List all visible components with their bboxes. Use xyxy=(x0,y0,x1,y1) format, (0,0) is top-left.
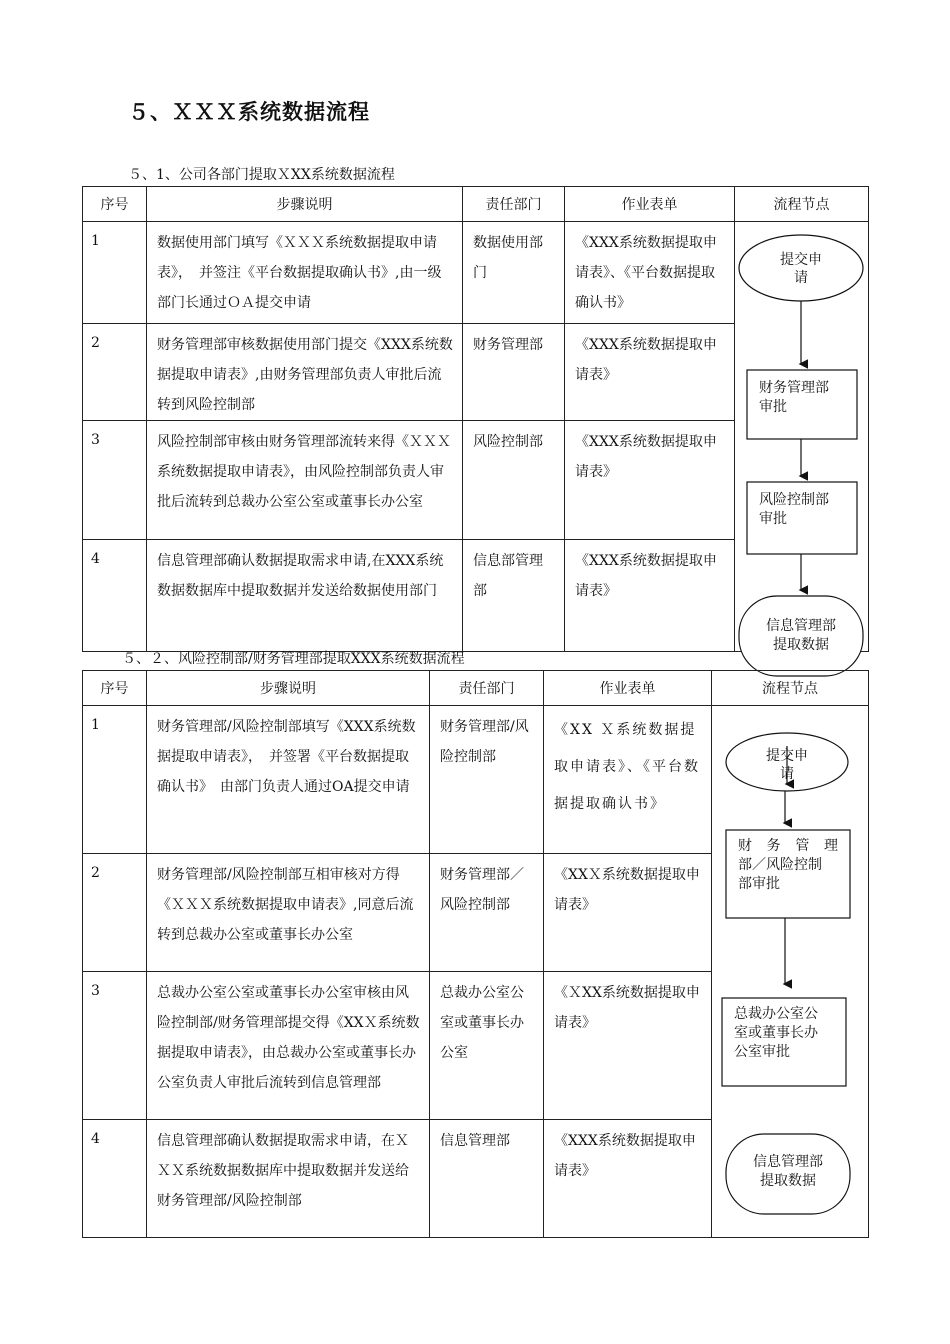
section2-table xyxy=(82,670,869,1238)
step-description: 信息管理部确认数据提取需求申请,在XXX系统数据数据库中提取数据并发送给数据使用部门 xyxy=(157,553,444,599)
node-finance-risk-label-1: 财务管理 xyxy=(738,838,838,854)
node-submit-label-2: 请 xyxy=(780,766,794,782)
node-finance-label-2: 审批 xyxy=(759,399,787,415)
step-description: 信息管理部确认数据提取需求申请，在ＸＸＸ系统数据数据库中提取数据并发送给财务管理部/风险控制部 xyxy=(157,1133,409,1209)
step-description: 财务管理部/风险控制部填写《XXX系统数据提取申请表》， 并签署《平台数据提取确认书》 由部门负责人通过OA提交申请 xyxy=(157,719,416,795)
flow-node-column xyxy=(735,222,869,652)
header-node: 流程节点 xyxy=(712,671,869,706)
header-no: 序号 xyxy=(83,671,147,706)
responsible-dept: 数据使用部门 xyxy=(473,235,543,281)
table-header-row xyxy=(83,671,869,706)
step-description: 财务管理部审核数据使用部门提交《XXX系统数据提取申请表》,由财务管理部负责人审批后流转到风险控制部 xyxy=(157,337,453,413)
node-president-label-3: 公室审批 xyxy=(734,1044,790,1060)
node-submit xyxy=(739,235,863,301)
row-number: 1 xyxy=(91,233,100,249)
table-header-row xyxy=(83,187,869,222)
responsible-dept: 信息管理部 xyxy=(440,1133,510,1149)
responsible-dept: 财务管理部/风险控制部 xyxy=(440,719,529,765)
responsible-dept: 信息部管理部 xyxy=(473,553,543,599)
page-title: ５、ＸＸＸ系统数据流程 xyxy=(128,100,370,124)
responsible-dept: 风险控制部 xyxy=(473,434,543,450)
step-description: 风险控制部审核由财务管理部流转来得《ＸＸＸ系统数据提取申请表》，由风险控制部负责人审批后流转到总裁办公室公室或董事长办公室 xyxy=(157,434,451,510)
node-info-label-1: 信息管理部 xyxy=(753,1154,823,1170)
header-dept: 责任部门 xyxy=(463,187,565,222)
node-submit-label-2: 请 xyxy=(794,270,808,286)
flowchart xyxy=(735,222,869,653)
step-description: 总裁办公室公室或董事长办公室审核由风险控制部/财务管理部提交得《XXＸ系统数据提取申请表》，由总裁办公室或董事长办公室负责人审批后流转到信息管理部 xyxy=(157,985,420,1091)
node-info-label-2: 提取数据 xyxy=(760,1173,816,1189)
flow-node-column xyxy=(712,706,869,1238)
form-name: 《XXX系统数据提取申请表》、《平台数据提取确认书》 xyxy=(575,235,717,311)
node-submit-label-1: 提交申 xyxy=(780,252,822,268)
node-info-extract xyxy=(739,596,863,676)
flowchart xyxy=(712,706,869,1236)
form-name: 《XX Ｘ系统数据提取申请表》、《平台数据提取确认书》 xyxy=(554,722,700,812)
section1-table xyxy=(82,186,869,652)
form-name: 《XXX系统数据提取申请表》 xyxy=(554,1133,696,1179)
section2-heading: ５、２、风险控制部/财务管理部提取XXX系统数据流程 xyxy=(122,651,465,667)
header-form: 作业表单 xyxy=(565,187,735,222)
table-row xyxy=(83,706,869,854)
row-number: 1 xyxy=(91,717,100,733)
section1-heading: ５、1、公司各部门提取ＸXX系统数据流程 xyxy=(128,167,395,183)
form-name: 《XXX系统数据提取申请表》 xyxy=(575,434,717,480)
form-name: 《XXX系统数据提取申请表》 xyxy=(575,553,717,599)
responsible-dept: 总裁办公室公室或董事长办公室 xyxy=(440,985,524,1061)
header-node: 流程节点 xyxy=(735,187,869,222)
header-step: 步骤说明 xyxy=(147,671,430,706)
node-risk-label-1: 风险控制部 xyxy=(759,492,829,508)
row-number: 2 xyxy=(91,335,100,351)
node-finance-label-1: 财务管理部 xyxy=(759,380,829,396)
header-no: 序号 xyxy=(83,187,147,222)
header-form: 作业表单 xyxy=(544,671,712,706)
responsible-dept: 财务管理部 xyxy=(473,337,543,353)
node-info-label-2: 提取数据 xyxy=(773,637,829,653)
row-number: 3 xyxy=(91,432,100,448)
node-submit-label-1: 提交申 xyxy=(766,748,808,764)
header-step: 步骤说明 xyxy=(147,187,463,222)
node-president-label-1: 总裁办公室公 xyxy=(734,1006,818,1022)
node-finance-risk-label-2: 部／风险控制 xyxy=(738,857,822,873)
row-number: 4 xyxy=(91,1131,100,1147)
node-finance-risk-label-3: 部审批 xyxy=(738,876,780,892)
row-number: 3 xyxy=(91,983,100,999)
step-description: 财务管理部/风险控制部互相审核对方得《ＸＸＸ系统数据提取申请表》,同意后流转到总裁办公室或董事长办公室 xyxy=(157,867,414,943)
responsible-dept: 财务管理部／风险控制部 xyxy=(440,867,524,913)
form-name: 《XXX系统数据提取申请表》 xyxy=(575,337,717,383)
row-number: 4 xyxy=(91,551,100,567)
header-dept: 责任部门 xyxy=(430,671,544,706)
step-description: 数据使用部门填写《ＸＸＸ系统数据提取申请表》， 并签注《平台数据提取确认书》,由一级部门长通过ＯＡ提交申请 xyxy=(157,235,442,311)
row-number: 2 xyxy=(91,865,100,881)
table-row xyxy=(83,222,869,324)
form-name: 《XXＸ系统数据提取申请表》 xyxy=(554,867,700,913)
node-info-label-1: 信息管理部 xyxy=(766,618,836,634)
form-name: 《ＸXX系统数据提取申请表》 xyxy=(554,985,700,1031)
node-risk-label-2: 审批 xyxy=(759,511,787,527)
node-president-label-2: 室或董事长办 xyxy=(734,1025,818,1041)
